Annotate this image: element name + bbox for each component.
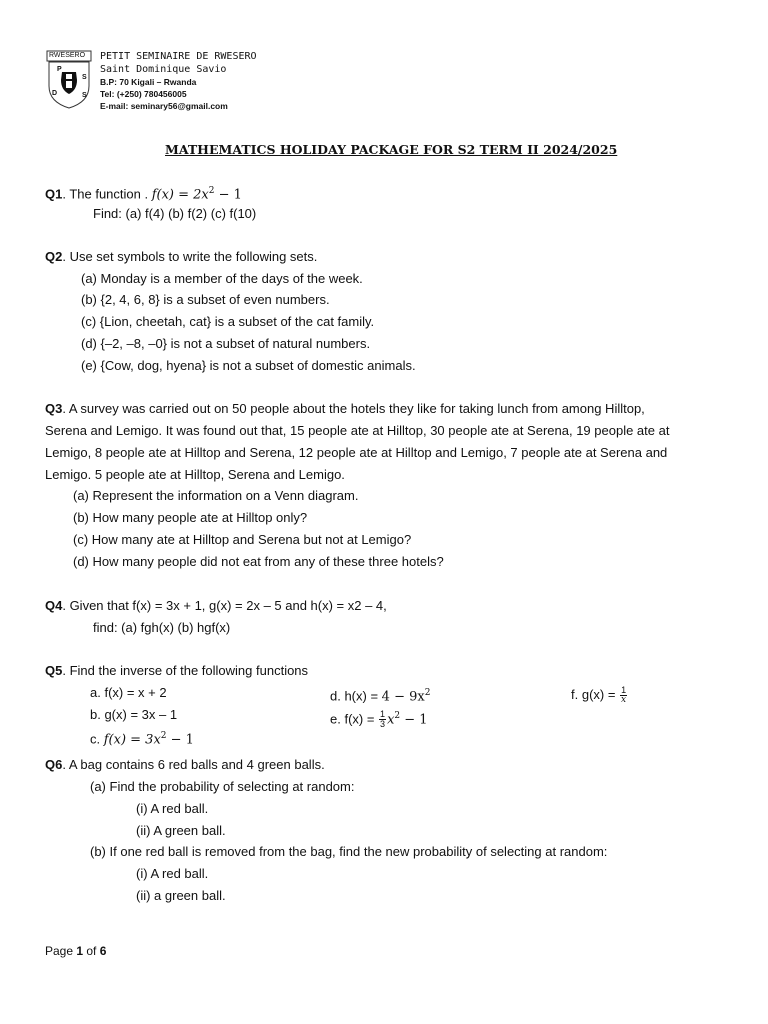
question-5-item-f-fraction [620,686,627,705]
question-5-item-c-exp: 2 [160,731,167,741]
question-3-line-4: Lemigo. 5 people ate at Hilltop, Serena and Lemigo. [45,467,345,482]
question-5 [45,662,308,680]
question-5-item-e-math: x [387,712,395,728]
question-5-item-c-prefix: c. [90,731,104,747]
question-6-label: Q6 [45,757,63,772]
question-2-item-d: (d) {–2, –8, –0} is not a subset of natural numbers. [81,336,371,351]
question-3-item-b: (b) How many people ate at Hilltop only? [73,510,308,525]
question-1-label: Q1 [45,186,63,202]
question-4-label: Q4 [45,598,63,613]
page-footer [45,942,106,960]
footer-page-word: Page [45,944,77,958]
question-2-item-c: (c) {Lion, cheetah, cat} is a subset of the cat family. [81,314,375,329]
question-4 [45,597,387,615]
question-3-line-3: Lemigo, 8 people ate at Hilltop and Serena, 12 people ate at Hilltop and Lemigo, 7 people ate at Serena and [45,445,668,460]
question-6-text: . A bag contains 6 red balls and 4 green balls. [62,757,325,772]
question-5-item-f [571,686,628,705]
question-5-item-e-tail: − 1 [400,712,428,728]
question-3-line-2: Serena and Lemigo. It was found out that, 15 people ate at Hilltop, 30 people ate at Serena, 19 people ate at [45,423,670,438]
question-2-item-e: (e) {Cow, dog, hyena} is not a subset of domestic animals. [81,358,416,373]
logo-text: RWESERO [49,52,86,59]
logo-letter-s2: S [82,92,87,99]
question-5-item-d [330,684,430,706]
question-5-item-e-prefix: e. f(x) = [330,711,379,727]
question-1-text: . The function . [62,186,152,202]
question-6-part-b: (b) If one red ball is removed from the bag, find the new probability of selecting at random: [90,844,608,859]
question-6-part-b-i: (i) A red ball. [136,866,209,881]
fraction-denominator: x [621,695,627,706]
question-5-item-d-exp: 2 [424,688,431,698]
question-2-label: Q2 [45,249,63,264]
question-3-text-1: . A survey was carried out on 50 people about the hotels they like for taking lunch from among Hilltop, [62,401,645,416]
school-tel: Tel: (+250) 780456005 [100,89,187,99]
footer-page-number: 1 [76,944,84,958]
school-name: PETIT SEMINAIRE DE RWESERO [100,51,257,62]
question-2-item-b: (b) {2, 4, 6, 8} is a subset of even numbers. [81,292,330,307]
question-5-item-c-tail: − 1 [166,732,194,748]
question-2-item-a: (a) Monday is a member of the days of the week. [81,271,363,286]
question-5-item-c [90,727,194,749]
fraction-numerator: 1 [380,709,386,720]
question-6 [45,756,325,774]
school-address: B.P: 70 Kigali – Rwanda [100,77,197,87]
question-5-item-e-exp: 2 [394,711,401,721]
question-5-item-d-prefix: d. h(x) = [330,688,382,704]
school-email: E-mail: seminary56@gmail.com [100,101,228,111]
question-6-part-a: (a) Find the probability of selecting at random: [90,779,355,794]
question-5-item-b: b. g(x) = 3x – 1 [90,707,178,722]
question-3-item-c: (c) How many ate at Hilltop and Serena but not at Lemigo? [73,532,412,547]
question-1-find: Find: (a) f(4) (b) f(2) (c) f(10) [93,206,257,221]
question-5-item-a: a. f(x) = x + 2 [90,685,167,700]
question-1 [45,182,242,204]
question-5-item-f-prefix: f. g(x) = [571,687,620,702]
question-2 [45,248,317,266]
question-1-tail: − 1 [214,187,242,203]
footer-page-total: 6 [99,944,107,958]
logo-letter-d: D [52,90,58,97]
question-1-function: f(x) = 2x [151,187,209,203]
logo-letter-p: P [57,66,62,73]
question-5-item-e [330,707,428,729]
question-3-item-a: (a) Represent the information on a Venn diagram. [73,488,359,503]
question-3-item-d: (d) How many people did not eat from any of these three hotels? [73,554,444,569]
question-3-label: Q3 [45,401,63,416]
document-title: MATHEMATICS HOLIDAY PACKAGE FOR S2 TERM II 2024/2025 [165,142,618,157]
question-5-label: Q5 [45,663,63,678]
school-patron: Saint Dominique Savio [100,64,227,75]
question-2-text: . Use set symbols to write the following sets. [62,249,318,264]
footer-of-word: of [83,944,100,958]
question-5-item-d-math: 4 − 9x [381,689,425,705]
question-6-part-b-ii: (ii) a green ball. [136,888,226,903]
question-5-text: . Find the inverse of the following functions [62,663,309,678]
question-4-text: . Given that f(x) = 3x + 1, g(x) = 2x – 5 and h(x) = x2 – 4, [62,598,387,613]
question-5-item-e-fraction [379,710,386,729]
question-6-part-a-i: (i) A red ball. [136,801,209,816]
fraction-denominator: 3 [380,719,386,730]
question-5-item-c-math: f(x) = 3x [103,732,161,748]
question-3-line-1 [45,400,645,418]
logo-letter-s: S [82,74,87,81]
question-1-exponent: 2 [208,186,215,196]
fraction-numerator: 1 [621,685,627,696]
question-6-part-a-ii: (ii) A green ball. [136,823,226,838]
question-4-find: find: (a) fgh(x) (b) hgf(x) [93,620,231,635]
